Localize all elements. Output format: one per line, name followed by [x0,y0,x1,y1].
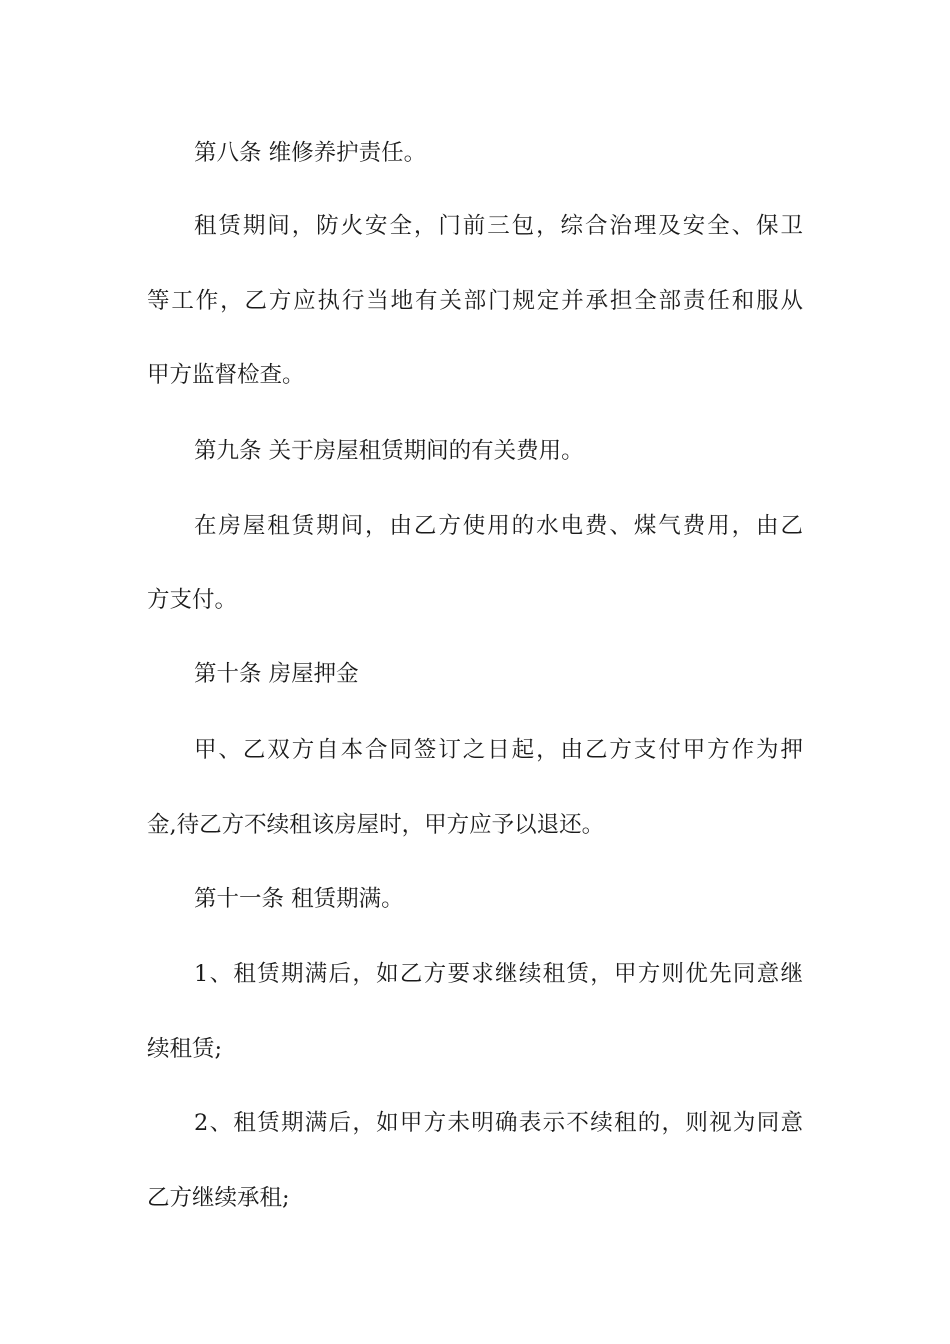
paragraph-line [0,954,950,994]
paragraph-line [0,580,950,620]
paragraph-line [0,1029,950,1069]
article-9-text-line-2: 方支付。 [147,587,238,613]
article-10-heading: 第十条 房屋押金 [194,661,359,687]
article-9-heading: 第九条 关于房屋租赁期间的有关费用。 [194,438,584,464]
article-11-item-2-line-2: 乙方继续承租; [147,1185,290,1211]
paragraph-line [0,805,950,845]
article-11-item-2-line-1: 2、租赁期满后，如甲方未明确表示不续租的，则视为同意 [194,1110,803,1136]
article-8-text-line-2: 等工作，乙方应执行当地有关部门规定并承担全部责任和服从 [147,288,803,314]
article-9-text-line-1: 在房屋租赁期间，由乙方使用的水电费、煤气费用，由乙 [194,513,803,539]
paragraph-line [0,1178,950,1218]
article-8-text-line-1: 租赁期间，防火安全，门前三包，综合治理及安全、保卫 [194,213,803,239]
paragraph-line [0,1103,950,1143]
article-10-text-line-2: 金,待乙方不续租该房屋时，甲方应予以退还。 [147,812,605,838]
article-11-heading: 第十一条 租赁期满。 [194,886,404,912]
paragraph-line [0,730,950,770]
article-8-heading: 第八条 维修养护责任。 [194,140,427,166]
paragraph-line [0,206,950,246]
paragraph-line [0,355,950,395]
article-10-text-line-1: 甲、乙双方自本合同签订之日起，由乙方支付甲方作为押 [194,737,803,763]
paragraph-line [0,281,950,321]
article-8-heading-line [0,133,950,173]
paragraph-line [0,506,950,546]
article-11-heading-line [0,879,950,919]
article-11-item-1-line-2: 续租赁; [147,1036,223,1062]
article-8-text-line-3: 甲方监督检查。 [147,362,305,388]
article-11-item-1-line-1: 1、租赁期满后，如乙方要求继续租赁，甲方则优先同意继 [194,961,803,987]
article-10-heading-line [0,654,950,694]
article-9-heading-line [0,431,950,471]
